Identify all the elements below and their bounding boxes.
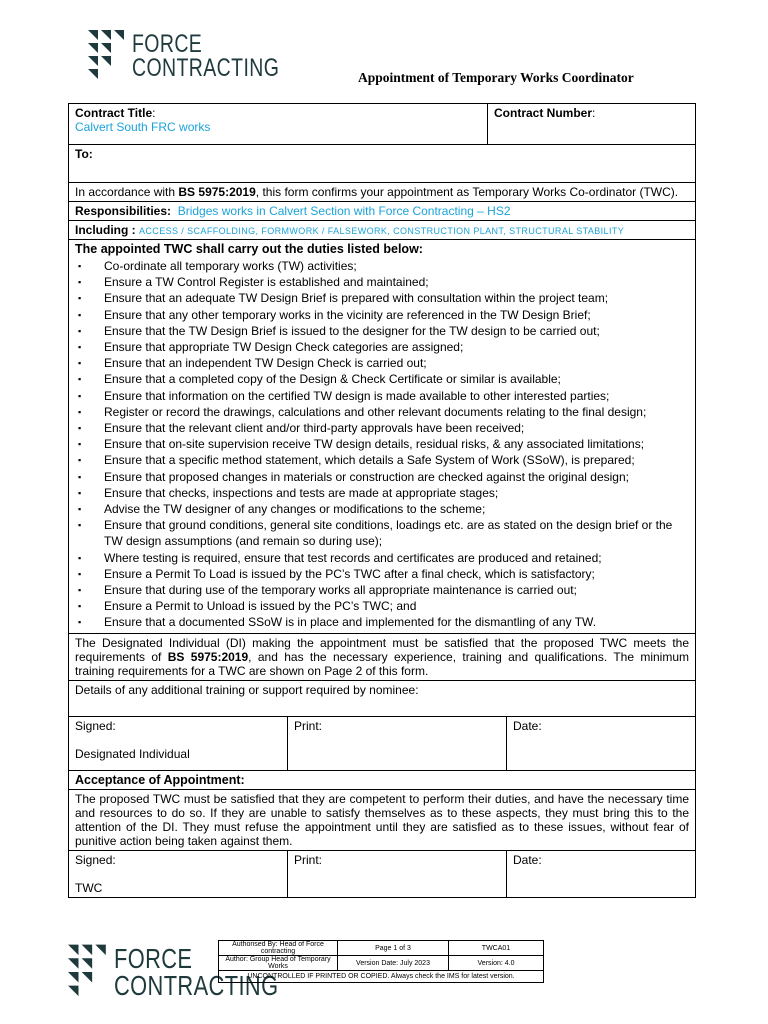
bullet-icon: ▪ <box>78 277 82 288</box>
duty-item <box>75 566 689 582</box>
footer-version-date: Version Date: July 2023 <box>338 956 449 971</box>
bullet-icon: ▪ <box>78 423 82 434</box>
twc-print-label: Print: <box>294 852 323 867</box>
duty-item <box>75 307 689 323</box>
bullet-icon: ▪ <box>78 390 82 401</box>
document-title: Appointment of Temporary Works Coordinator <box>358 70 634 85</box>
duty-item <box>75 452 689 468</box>
di-statement-pre: The Designated Individual (DI) making the appointment must be satisfied that the proposed TWC meets the requirements of <box>75 635 689 664</box>
responsibilities-cell <box>69 202 696 221</box>
duty-item <box>75 614 689 630</box>
twc-signed-label: Signed: <box>75 852 116 867</box>
including-cell <box>69 221 696 240</box>
duty-item <box>75 436 689 452</box>
bullet-icon: ▪ <box>78 520 82 531</box>
duty-text: Ensure that an independent TW Design Check is carried out; <box>104 356 427 371</box>
to-label: To: <box>75 147 93 161</box>
document-control-table <box>218 940 544 983</box>
twc-date-field[interactable] <box>507 851 696 897</box>
contract-title-cell[interactable]: Contract Title: Calvert South FRC works <box>69 104 488 145</box>
footer-version: Version: 4.0 <box>449 956 544 971</box>
bullet-icon: ▪ <box>78 293 82 304</box>
duty-text: Ensure that during use of the temporary works all appropriate maintenance is carried out; <box>104 583 577 598</box>
duty-item <box>75 550 689 566</box>
bullet-icon: ▪ <box>78 552 82 563</box>
bullet-icon: ▪ <box>78 309 82 320</box>
contract-number-label: Contract Number <box>494 106 593 120</box>
duty-text: Co-ordinate all temporary works (TW) activities; <box>104 259 357 273</box>
twc-role-label: TWC <box>75 880 103 895</box>
duty-text: Ensure that a completed copy of the Design & Check Certificate or similar is available; <box>104 372 561 387</box>
additional-training-cell[interactable] <box>69 680 696 716</box>
twc-date-label: Date: <box>513 852 542 867</box>
duty-text: Ensure that the relevant client and/or third-party approvals have been received; <box>104 421 525 436</box>
footer-logo-line-1: FORCE <box>114 943 193 975</box>
di-signoff-row <box>69 716 696 770</box>
di-print-field[interactable] <box>288 717 507 770</box>
di-date-label: Date: <box>513 718 542 733</box>
contract-title-value: Calvert South FRC works <box>75 120 211 134</box>
duty-item <box>75 371 689 387</box>
duty-text: Ensure that proposed changes in materials or construction are checked against the original design; <box>104 469 629 484</box>
duty-item <box>75 517 689 549</box>
bullet-icon: ▪ <box>78 504 82 515</box>
footer-logo-line-2: CONTRACTING <box>114 970 279 1001</box>
di-statement-post: , and has the necessary experience, training and qualifications. The minimum training requirements for a TWC are shown on Page 2 of this form. <box>75 649 690 678</box>
twc-signoff-row <box>69 850 696 897</box>
footer-authorised: Authorised By: Head of Force contracting <box>219 941 338 956</box>
duty-text: Ensure a Permit to Unload is issued by the PC’s TWC; and <box>104 599 417 614</box>
duty-text: Ensure that any other temporary works in the vicinity are referenced in the TW Design Brief; <box>104 307 591 322</box>
twc-print-field[interactable] <box>288 851 507 897</box>
to-cell[interactable] <box>69 145 696 183</box>
intro-text-pre: In accordance with <box>75 185 179 199</box>
intro-text-post: , this form confirms your appointment as Temporary Works Co-ordinator (TWC). <box>255 185 679 199</box>
additional-training-label: Details of any additional training or support required by nominee: <box>75 682 419 697</box>
duty-item <box>75 258 689 274</box>
duty-item <box>75 485 689 501</box>
responsibilities-label: Responsibilities: <box>75 204 172 218</box>
duty-text: Ensure that a specific method statement, which details a Safe System of Work (SSoW), is prepared; <box>104 453 635 468</box>
footer-logo-mark-icon <box>68 944 110 1002</box>
bullet-icon: ▪ <box>78 358 82 369</box>
footer-page: Page 1 of 3 <box>338 941 449 956</box>
duty-text: Ensure that checks, inspections and tests are made at appropriate stages; <box>104 485 499 500</box>
bullet-icon: ▪ <box>78 325 82 336</box>
logo-mark-icon <box>88 30 128 84</box>
footer-author: Author: Group Head of Temporary Works <box>219 956 338 971</box>
footer-uncontrolled-note: UNCONTROLLED IF PRINTED OR COPIED. Always check the IMS for latest version. <box>219 971 544 983</box>
di-statement-cell <box>69 633 696 680</box>
duty-text: Ensure that on-site supervision receive TW design details, residual risks, & any associated limitations; <box>104 437 645 452</box>
duty-item <box>75 582 689 598</box>
duty-text: Ensure that information on the certified TW design is made available to other interested parties; <box>104 388 610 403</box>
intro-standard: BS 5975:2019 <box>178 185 256 199</box>
duty-item <box>75 420 689 436</box>
company-logo <box>88 30 321 84</box>
footer-doc-code: TWCA01 <box>449 941 544 956</box>
duty-text: Advise the TW designer of any changes or modifications to the scheme; <box>104 502 486 517</box>
logo-line-1: FORCE <box>132 30 203 59</box>
bullet-icon: ▪ <box>78 487 82 498</box>
acceptance-heading: Acceptance of Appointment: <box>75 772 245 787</box>
duty-item <box>75 598 689 614</box>
di-signed-label: Signed: <box>75 718 116 733</box>
duty-text: Ensure that the TW Design Brief is issued to the designer for the TW design to be carried out; <box>104 323 600 338</box>
logo-line-2: CONTRACTING <box>132 54 280 82</box>
duty-item <box>75 388 689 404</box>
appointment-form <box>68 103 696 898</box>
di-statement-standard: BS 5975:2019 <box>167 649 249 664</box>
duty-item <box>75 323 689 339</box>
bullet-icon: ▪ <box>78 342 82 353</box>
contract-number-cell[interactable]: Contract Number: <box>488 104 696 145</box>
di-print-label: Print: <box>294 718 323 733</box>
duty-item <box>75 501 689 517</box>
duty-text: Where testing is required, ensure that test records and certificates are produced and retained; <box>104 550 602 565</box>
acceptance-heading-cell <box>69 770 696 789</box>
duty-text: Ensure that appropriate TW Design Check categories are assigned; <box>104 340 464 355</box>
bullet-icon: ▪ <box>78 261 82 271</box>
bullet-icon: ▪ <box>78 617 82 628</box>
duties-list <box>75 258 689 631</box>
duty-item <box>75 355 689 371</box>
twc-signed-field[interactable] <box>69 851 288 897</box>
duty-item <box>75 339 689 355</box>
including-label: Including : <box>75 223 136 237</box>
bullet-icon: ▪ <box>78 568 82 579</box>
acceptance-text: The proposed TWC must be satisfied that they are competent to perform their duties, and have the necessary time and resources to do so. If they are unable to satisfy themselves as to these aspects, they must bring this to the attention of the DI. They must refuse the appointment until they are satisfied as to these issues, without fear of punitive action being taken against them. <box>75 791 689 848</box>
bullet-icon: ▪ <box>78 585 82 596</box>
di-date-field[interactable] <box>507 717 696 770</box>
duty-text: Ensure that an adequate TW Design Brief is prepared with consultation within the project team; <box>104 291 609 306</box>
duties-cell <box>69 240 696 634</box>
acceptance-text-cell <box>69 789 696 850</box>
bullet-icon: ▪ <box>78 439 82 450</box>
duty-item <box>75 469 689 485</box>
di-signed-field[interactable] <box>69 717 288 770</box>
including-value: ACCESS / SCAFFOLDING, FORMWORK / FALSEWORK, CONSTRUCTION PLANT, STRUCTURAL STABILITY <box>139 226 625 236</box>
responsibilities-value: Bridges works in Calvert Section with Force Contracting – HS2 <box>177 204 511 218</box>
duty-item <box>75 290 689 306</box>
duty-text: Ensure a Permit To Load is issued by the PC’s TWC after a final check, which is satisfactory; <box>104 566 595 581</box>
di-role-label: Designated Individual <box>75 746 190 761</box>
bullet-icon: ▪ <box>78 471 82 482</box>
duty-text: Ensure that a documented SSoW is in place and implemented for the dismantling of any TW. <box>104 615 597 630</box>
duty-item <box>75 404 689 420</box>
contract-title-label: Contract Title <box>75 106 153 120</box>
duties-heading: The appointed TWC shall carry out the duties listed below: <box>75 242 423 256</box>
duty-item <box>75 274 689 290</box>
bullet-icon: ▪ <box>78 374 82 385</box>
duty-text: Register or record the drawings, calculations and other relevant documents relating to the final design; <box>104 404 647 419</box>
duty-text: Ensure a TW Control Register is established and maintained; <box>104 275 429 290</box>
bullet-icon: ▪ <box>78 406 82 417</box>
intro-cell <box>69 183 696 202</box>
duty-text: Ensure that ground conditions, general site conditions, loadings etc. are as stated on the design brief or the TW design assumptions (and remain so during use); <box>104 518 673 549</box>
bullet-icon: ▪ <box>78 455 82 466</box>
bullet-icon: ▪ <box>78 601 82 612</box>
